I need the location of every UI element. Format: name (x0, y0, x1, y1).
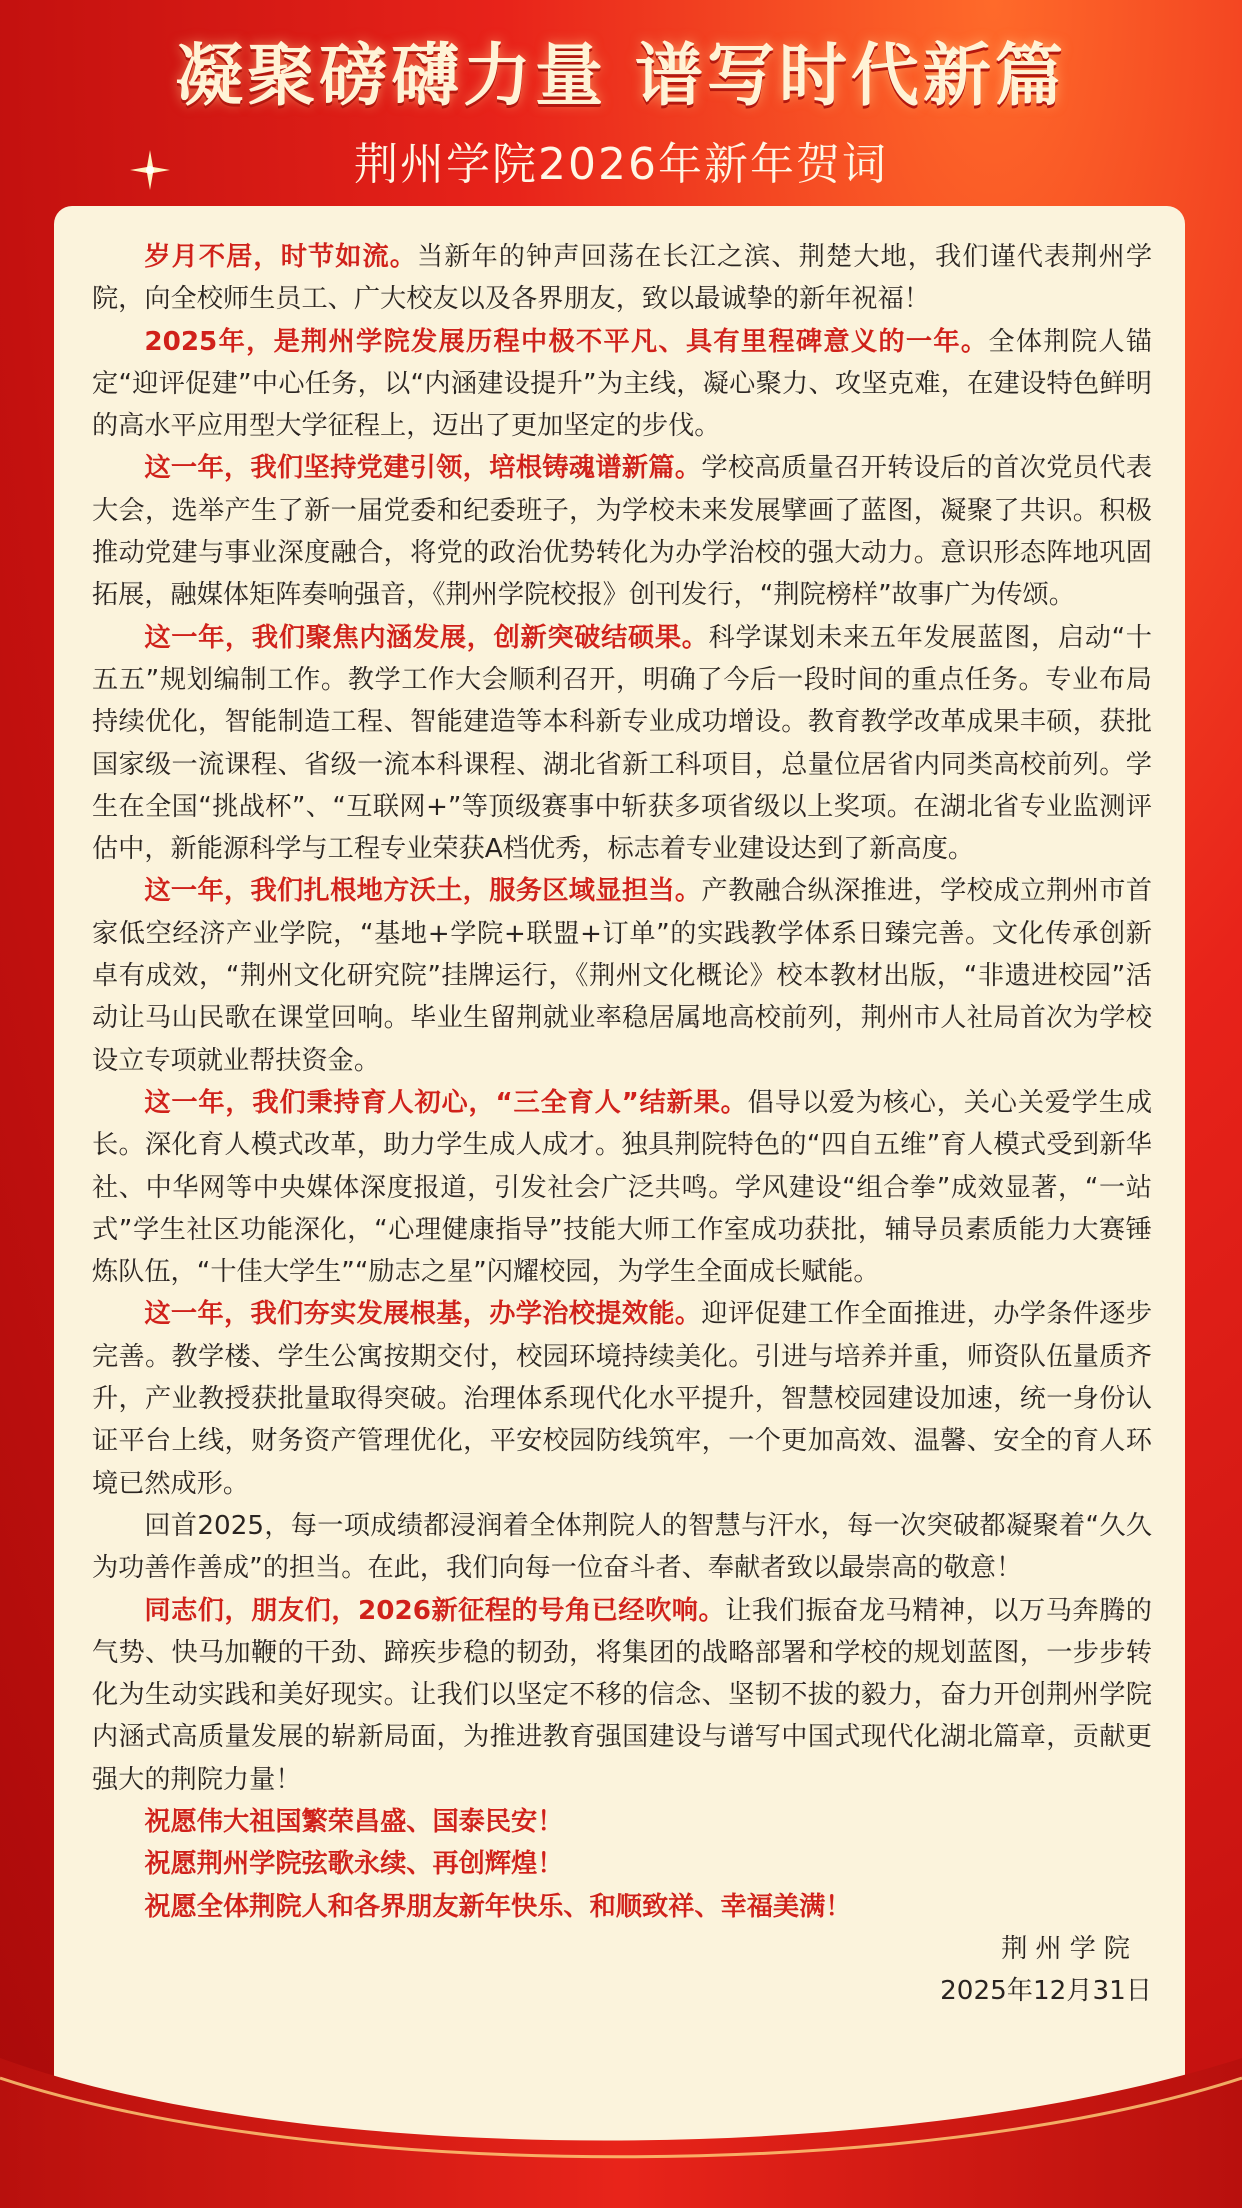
paragraph: 岁月不居，时节如流。当新年的钟声回荡在长江之滨、荆楚大地，我们谨代表荆州学院，向全校师生员工、广大校友以及各界朋友，致以最诚挚的新年祝福！ (92, 242, 1153, 315)
paragraph: 这一年，我们夯实发展根基，办学治校提效能。迎评促建工作全面推进，办学条件逐步完善。教学楼、学生公寓按期交付，校园环境持续美化。引进与培养并重，师资队伍量质齐升，产业教授获批量取得突破。治理体系现代化水平提升，智慧校园建设加速，统一身份认证平台上线，财务资产管理优化，平安校园防线筑牢，一个更加高效、温馨、安全的育人环境已然成形。 (92, 1299, 1153, 1499)
paragraph: 这一年，我们聚焦内涵发展，创新突破结硕果。科学谋划未来五年发展蓝图，启动“十五五”规划编制工作。教学工作大会顺利召开，明确了今后一段时间的重点任务。专业布局持续优化，智能制造工程、智能建造等本科新专业成功增设。教育教学改革成果丰硕，获批国家级一流课程、省级一流本科课程、湖北省新工科项目，总量位居省内同类高校前列。学生在全国“挑战杯”、“互联网+”等顶级赛事中斩获多项省级以上奖项。在湖北省专业监测评估中，新能源科学与工程专业荣获A档优秀，标志着专业建设达到了新高度。 (92, 622, 1152, 865)
headline: 凝聚磅礴力量 谱写时代新篇 (175, 36, 1067, 116)
paragraph: 这一年，我们扎根地方沃土，服务区域显担当。产教融合纵深推进，学校成立荆州市首家低空经济产业学院，“基地+学院+联盟+订单”的实践教学体系日臻完善。文化传承创新卓有成效，“荆州文化研究院”挂牌运行，《荆州文化概论》校本教材出版，“非遗进校园”活动让马山民歌在课堂回响。毕业生留荆就业率稳居属地高校前列，荆州市人社局首次为学校设立专项就业帮扶资金。 (92, 876, 1153, 1076)
blessing-line: 祝愿荆州学院弦歌永续、再创辉煌！ (144, 1849, 564, 1880)
blessing-line: 祝愿全体荆院人和各界朋友新年快乐、和顺致祥、幸福美满！ (144, 1891, 852, 1922)
signature-org: 荆州学院 (1001, 1933, 1138, 1964)
paragraph: 回首2025，每一项成绩都浸润着全体荆院人的智慧与汗水，每一次突破都凝聚着“久久为功善作善成”的担当。在此，我们向每一位奋斗者、奉献者致以最崇高的敬意！ (92, 1510, 1152, 1584)
signature-date: 2025年12月31日 (940, 1976, 1152, 2007)
paragraph: 这一年，我们秉持育人初心，“三全育人”结新果。倡导以爱为核心，关心关爱学生成长。深化育人模式改革，助力学生成人成才。独具荆院特色的“四自五维”育人模式受到新华社、中华网等中央媒体深度报道，引发社会广泛共鸣。学风建设“组合拳”成效显著，“一站式”学生社区功能深化，“心理健康指导”技能大师工作室成功获批，辅导员素质能力大赛锤炼队伍，“十佳大学生”“励志之星”闪耀校园，为学生全面成长赋能。 (92, 1087, 1153, 1288)
subtitle: 荆州学院2026年新年贺词 (354, 139, 888, 190)
blessing-line: 祝愿伟大祖国繁荣昌盛、国泰民安！ (144, 1806, 564, 1837)
letter-body (92, 236, 1152, 2012)
paragraph: 2025年，是荆州学院发展历程中极不平凡、具有里程碑意义的一年。全体荆院人锚定“迎评促建”中心任务，以“内涵建设提升”为主线，凝心聚力、攻坚克难，在建设特色鲜明的高水平应用型大学征程上，迈出了更加坚定的步伐。 (92, 326, 1153, 442)
paragraph: 这一年，我们坚持党建引领，培根铸魂谱新篇。学校高质量召开转设后的首次党员代表大会，选举产生了新一届党委和纪委班子，为学校未来发展擘画了蓝图，凝聚了共识。积极推动党建与事业深度融合，将党的政治优势转化为办学治校的强大动力。意识形态阵地巩固拓展，融媒体矩阵奏响强音，《荆州学院校报》创刊发行，“荆院榜样”故事广为传颂。 (92, 453, 1153, 611)
paragraph: 同志们，朋友们，2026新征程的号角已经吹响。让我们振奋龙马精神，以万马奔腾的气势、快马加鞭的干劲、蹄疾步稳的韧劲，将集团的战略部署和学校的规划蓝图，一步步转化为生动实践和美好现实。让我们以坚定不移的信念、坚韧不拔的毅力，奋力开创荆州学院内涵式高质量发展的崭新局面，为推进教育强国建设与谱写中国式现代化湖北篇章，贡献更强大的荆院力量！ (92, 1595, 1152, 1795)
